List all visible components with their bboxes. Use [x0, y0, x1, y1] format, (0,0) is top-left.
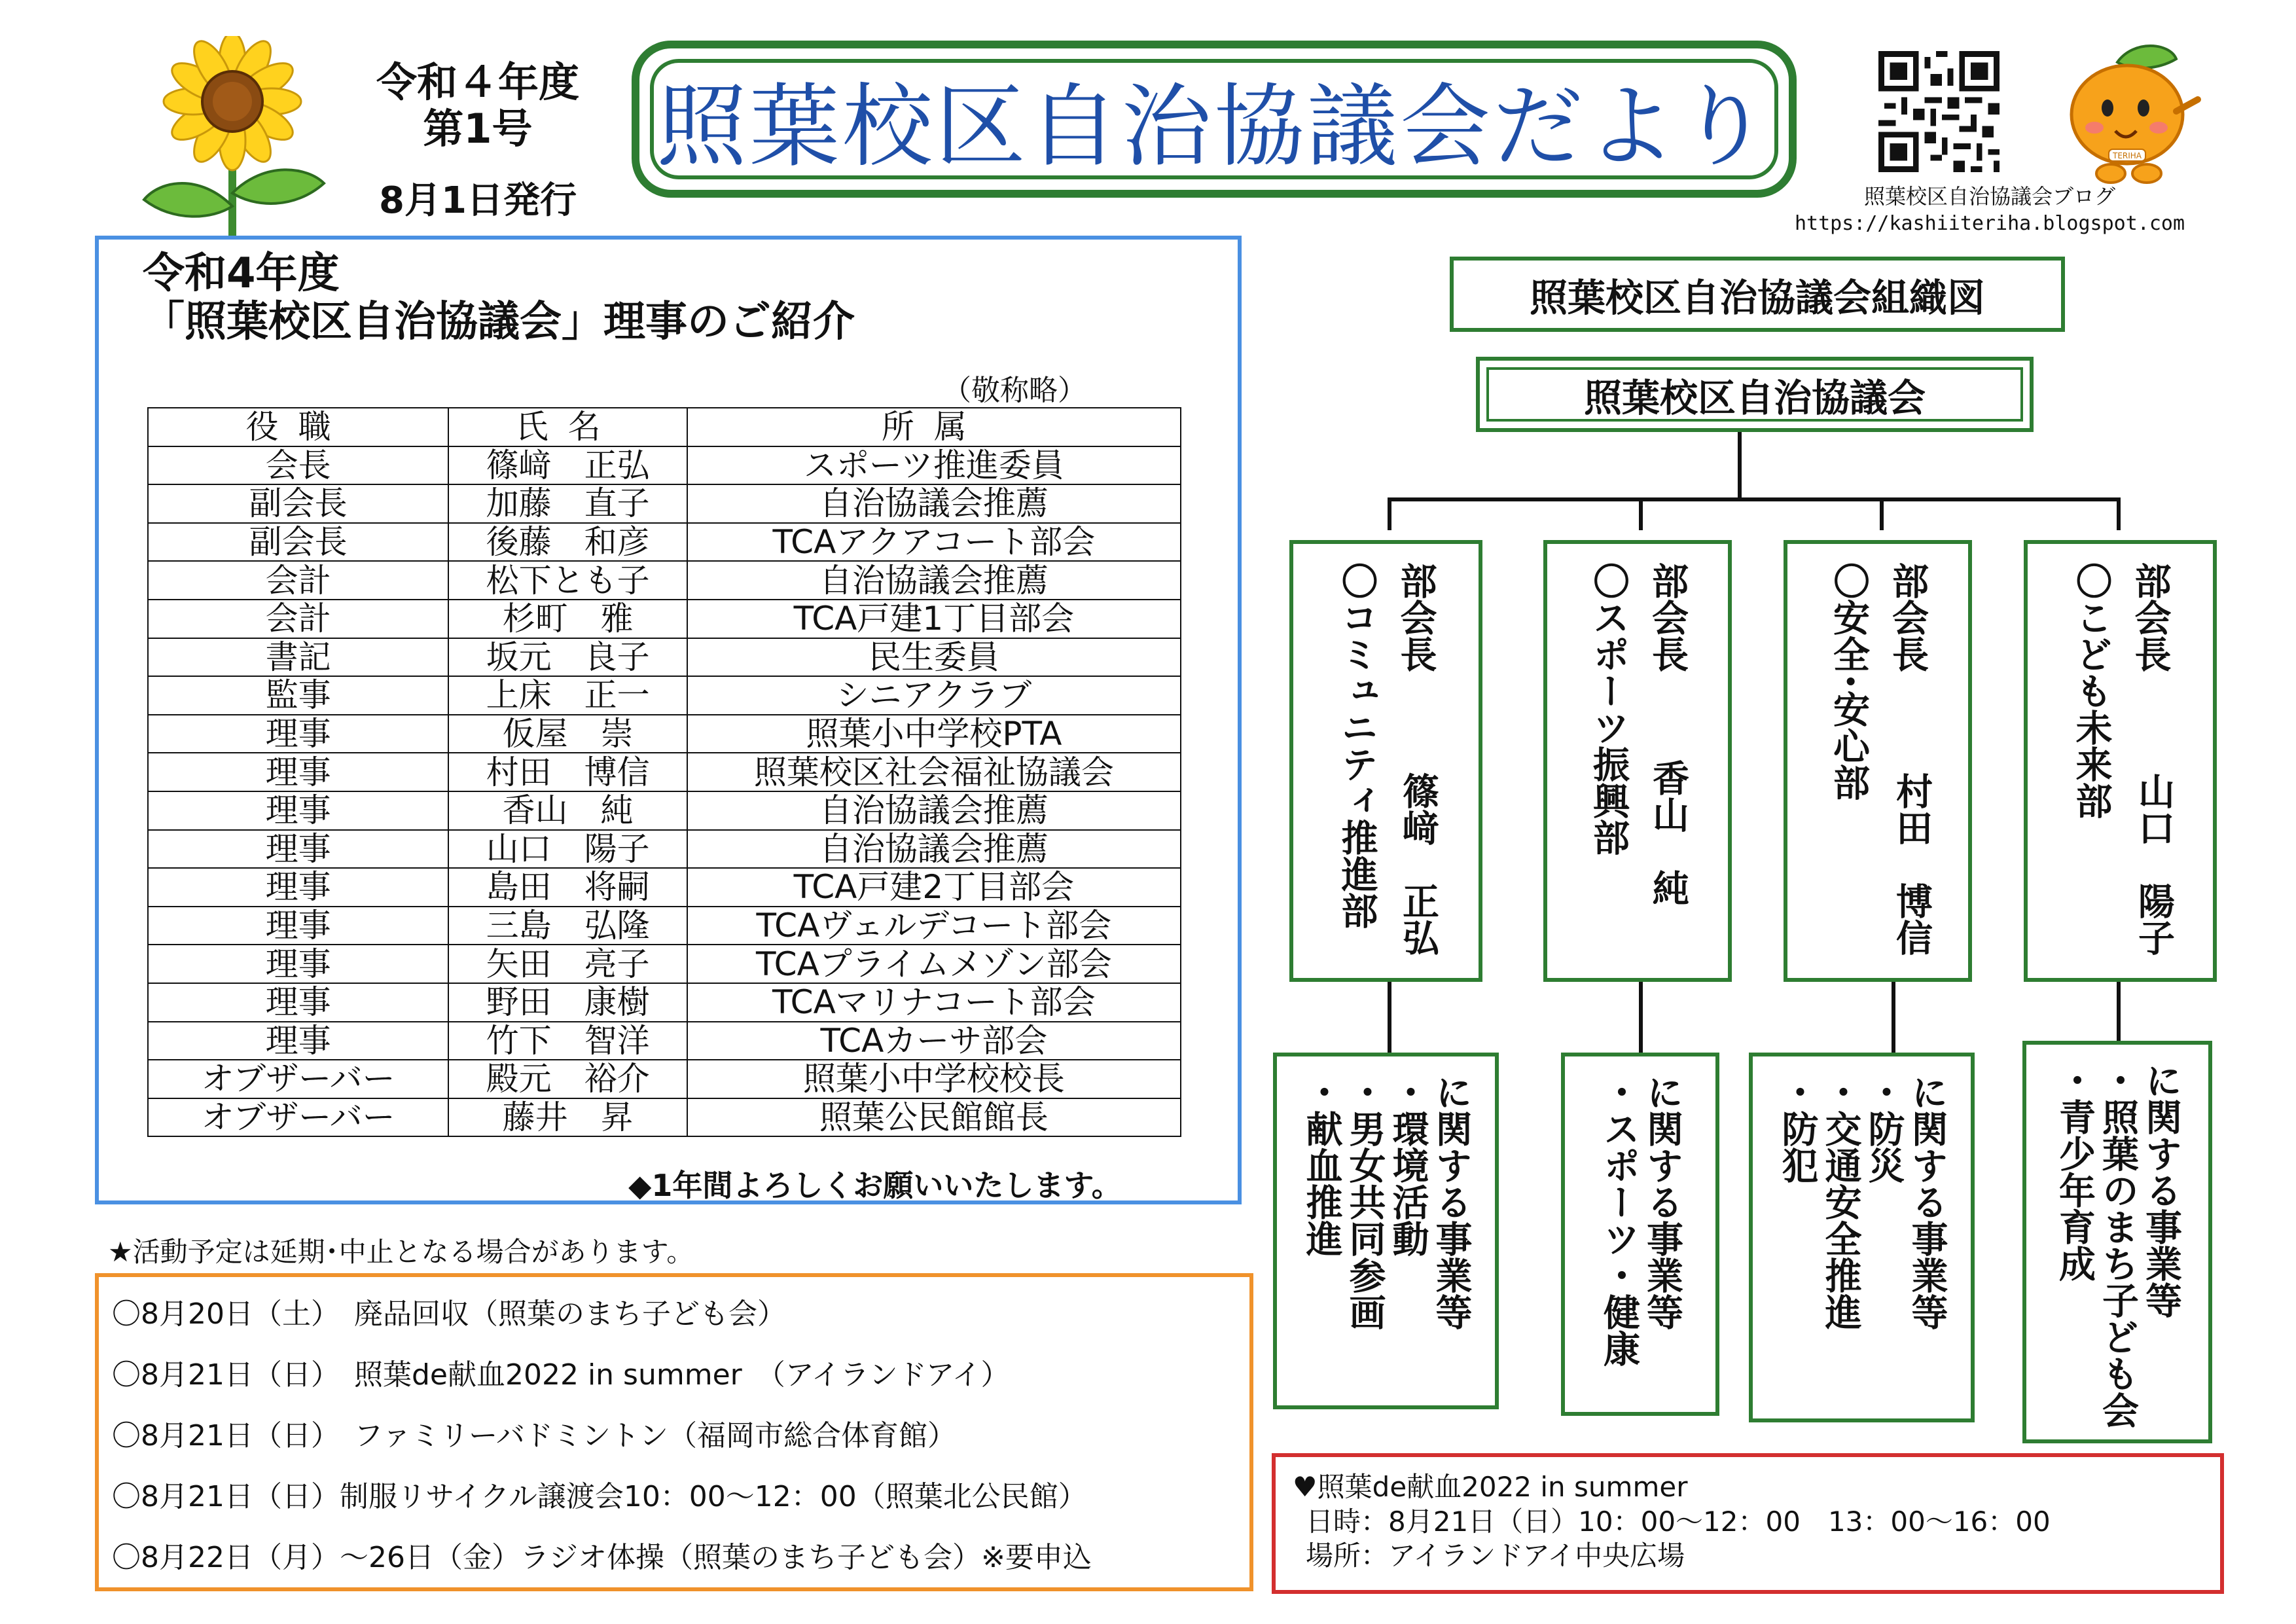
dept-name: 〇こども未来部 — [2070, 562, 2113, 819]
connector-line — [1639, 982, 1643, 1053]
blog-info — [1793, 183, 2186, 236]
dept-leader: 篠﨑 正弘 — [1397, 772, 1439, 956]
table-row: 理事 山口 陽子 自治協議会推薦 — [148, 830, 1181, 869]
dept-leader: 村田 博信 — [1890, 772, 1933, 956]
dept-leader-label: 部会長 — [1394, 562, 1437, 672]
activity-item: ・青少年育成 — [2053, 1062, 2096, 1282]
dept-name: 〇安全･安心部 — [1827, 562, 1870, 801]
table-row: 会長 篠﨑 正弘 スポーツ推進委員 — [148, 446, 1181, 485]
dept-name: 〇スポーツ振興部 — [1587, 562, 1630, 856]
activity-item: ・環境活動 — [1386, 1074, 1429, 1257]
activity-box-safety — [1749, 1053, 1975, 1422]
dept-leader-label: 部会長 — [1886, 562, 1929, 672]
event-place: 場所：アイランドアイ中央広場 — [1306, 1540, 1685, 1572]
table-row: 理事 三島 弘隆 TCAヴェルデコート部会 — [148, 907, 1181, 945]
activity-item: ・男女共同参画 — [1343, 1074, 1386, 1330]
activity-item: ・献血推進 — [1300, 1074, 1343, 1257]
blog-label: 照葉校区自治協議会ブログ — [1863, 184, 2115, 209]
member-table — [147, 407, 1181, 1137]
table-row: 会計 杉町 雅 TCA戸建1丁目部会 — [148, 600, 1181, 638]
dept-name: 〇コミュニティ推進部 — [1335, 562, 1378, 929]
activity-box-children — [2022, 1041, 2212, 1443]
list-item: 〇8月22日（月）～26日（金）ラジオ体操（照葉のまち子ども会）※要申込 — [112, 1541, 1092, 1574]
schedule-box — [95, 1273, 1253, 1591]
column-header-name: 氏名 — [448, 408, 687, 446]
activity-box-community — [1273, 1053, 1499, 1409]
dept-box-sports — [1543, 540, 1732, 982]
column-header-affiliation: 所属 — [687, 408, 1181, 446]
dept-box-community — [1289, 540, 1482, 982]
table-row: 副会長 加藤 直子 自治協議会推薦 — [148, 484, 1181, 523]
org-root: 照葉校区自治協議会 — [1486, 367, 2023, 422]
issue-year: 令和４年度 — [376, 58, 579, 106]
list-item: 〇8月21日（日）制服リサイクル譲渡会10：00～12：00（照葉北公民館） — [112, 1480, 1087, 1513]
activity-heading: に関する事業等 — [1905, 1074, 1948, 1330]
activity-item: ・照葉のまち子ども会 — [2096, 1062, 2139, 1428]
honorific-note: （敬称略） — [942, 374, 1086, 407]
activity-box-sports — [1561, 1053, 1719, 1416]
connector-line — [1388, 497, 2121, 501]
list-item: 〇8月21日（日） 照葉de献血2022 in summer （アイランドアイ） — [112, 1358, 1010, 1392]
table-row: 理事 竹下 智洋 TCAカーサ部会 — [148, 1022, 1181, 1060]
activity-heading: に関する事業等 — [1429, 1074, 1473, 1330]
table-row: 理事 仮屋 崇 照葉小中学校PTA — [148, 715, 1181, 753]
dept-leader: 山口 陽子 — [2132, 772, 2175, 956]
dept-leader-label: 部会長 — [2128, 562, 2172, 672]
table-row: オブザーバー 藤井 昇 照葉公民館館長 — [148, 1098, 1181, 1137]
connector-line — [2117, 982, 2121, 1041]
table-row: 書記 坂元 良子 民生委員 — [148, 638, 1181, 677]
issue-number: 第1号 — [423, 105, 533, 153]
dept-leader-label: 部会長 — [1646, 562, 1689, 672]
connector-line — [1880, 497, 1884, 530]
activity-item: ・交通安全推進 — [1819, 1074, 1862, 1330]
sunflower-icon — [134, 36, 331, 239]
connector-line — [1639, 497, 1643, 530]
issue-date: 8月1日発行 — [379, 179, 577, 222]
activity-heading: に関する事業等 — [2140, 1062, 2182, 1318]
table-row: 理事 村田 博信 照葉校区社会福祉協議会 — [148, 753, 1181, 791]
dept-box-children — [2024, 540, 2217, 982]
qr-code-icon[interactable] — [1878, 51, 2000, 172]
connector-line — [2117, 497, 2121, 530]
closing-message: ◆1年間よろしくお願いいたします。 — [628, 1168, 1122, 1203]
blood-drive-event-box — [1272, 1453, 2224, 1594]
dept-leader: 香山 純 — [1647, 759, 1689, 906]
table-header-row — [148, 408, 1181, 446]
event-title: ♥照葉de献血2022 in summer — [1293, 1471, 1688, 1503]
activity-heading: に関する事業等 — [1641, 1074, 1683, 1330]
table-row: 監事 上床 正一 シニアクラブ — [148, 676, 1181, 715]
mascot-badge: TERIHA — [2112, 151, 2142, 160]
org-chart-title: 照葉校区自治協議会組織図 — [1450, 257, 2065, 332]
activity-item: ・スポーツ・健康 — [1598, 1074, 1640, 1367]
table-row: 理事 矢田 亮子 TCAプライムメゾン部会 — [148, 945, 1181, 983]
list-item: 〇8月20日（土） 廃品回収（照葉のまち子ども会） — [112, 1297, 786, 1331]
issue-info — [340, 59, 615, 222]
table-row: 理事 島田 将嗣 TCA戸建2丁目部会 — [148, 868, 1181, 907]
mascot-icon — [2055, 39, 2206, 190]
connector-line — [1738, 432, 1742, 499]
event-time: 日時：8月21日（日）10：00～12：00 13：00～16：00 — [1306, 1505, 2051, 1538]
member-intro-title: 令和4年度 「照葉校区自治協議会」理事のご紹介 — [143, 249, 855, 346]
connector-line — [1892, 982, 1895, 1053]
table-row: 理事 香山 純 自治協議会推薦 — [148, 791, 1181, 830]
list-item: 〇8月21日（日） ファミリーバドミントン（福岡市総合体育館） — [112, 1419, 957, 1453]
dept-box-safety — [1784, 540, 1972, 982]
table-row: 会計 松下とも子 自治協議会推薦 — [148, 561, 1181, 600]
activity-item: ・防犯 — [1776, 1074, 1819, 1183]
connector-line — [1388, 982, 1391, 1053]
table-row: 副会長 後藤 和彦 TCAアクアコート部会 — [148, 523, 1181, 562]
activity-item: ・防災 — [1862, 1074, 1905, 1183]
newsletter-title-frame — [632, 41, 1797, 198]
schedule-note: ★活動予定は延期･中止となる場合があります。 — [108, 1236, 694, 1268]
column-header-role: 役職 — [148, 408, 448, 446]
org-root-frame — [1476, 357, 2034, 432]
newsletter-title: 照葉校区自治協議会だより — [656, 74, 1772, 179]
table-row: オブザーバー 殿元 裕介 照葉小中学校校長 — [148, 1060, 1181, 1098]
table-row: 理事 野田 康樹 TCAマリナコート部会 — [148, 983, 1181, 1022]
connector-line — [1388, 497, 1391, 530]
blog-url-link[interactable]: https://kashiiteriha.blogspot.com — [1794, 211, 2185, 235]
